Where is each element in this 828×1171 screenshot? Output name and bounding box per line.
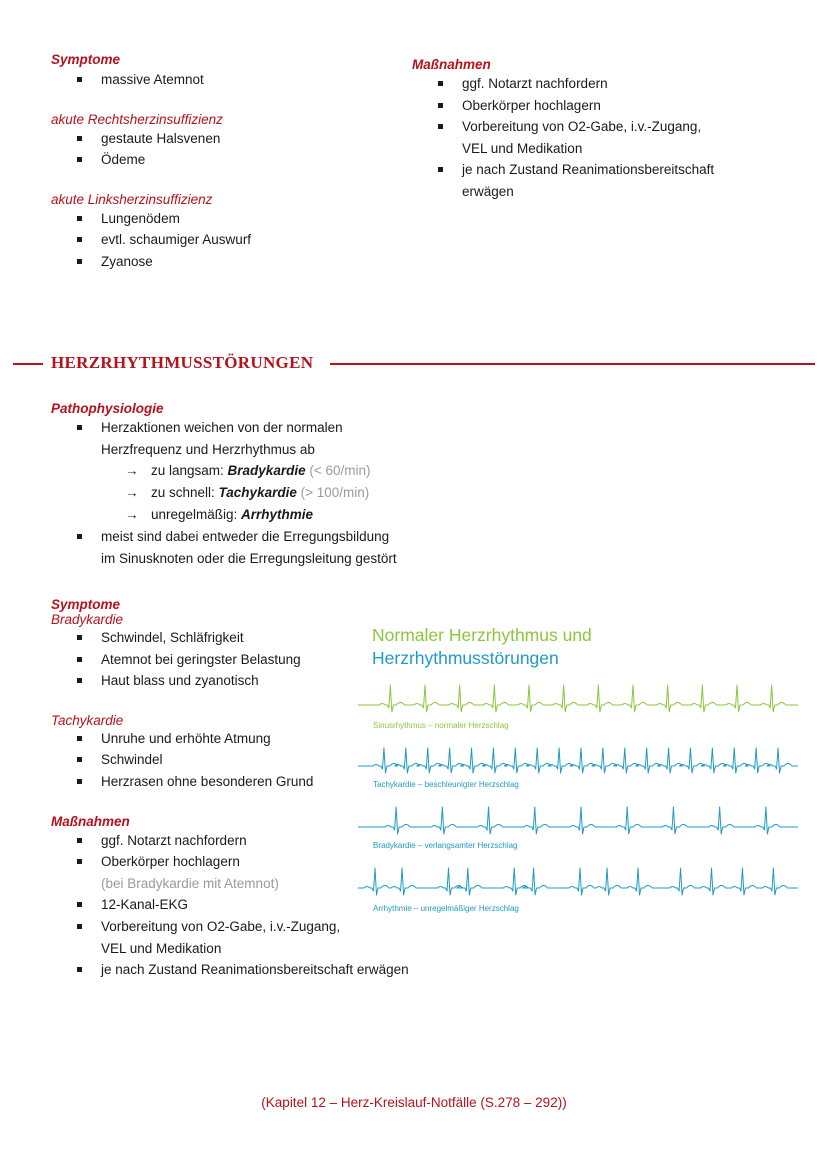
left-heart-heading: akute Linksherzinsuffizienz: [51, 191, 213, 207]
pathophysiology-block: [51, 401, 471, 569]
list-item: evtl. schaumiger Auswurf: [51, 229, 391, 251]
pathophysiology-list: [51, 417, 471, 460]
list-item: Schwindel, Schläfrigkeit: [51, 627, 451, 649]
ekg-trace-brady: [358, 807, 798, 834]
footer-reference: (Kapitel 12 – Herz-Kreislauf-Notfälle (S.278 – 292)): [261, 1095, 567, 1110]
arrow-icon: →: [125, 485, 139, 501]
list-item: je nach Zustand Reanimationsbereitschaft erwägen: [51, 959, 451, 981]
arrow-icon: →: [125, 463, 139, 479]
list-item: ggf. Notarzt nachfordern: [412, 73, 792, 95]
list-item: Zyanose: [51, 251, 391, 273]
pathophysiology-heading: Pathophysiologie: [51, 401, 164, 416]
arrow-item: → zu langsam: Bradykardie (< 60/min): [51, 460, 471, 482]
list-item: Haut blass und zyanotisch: [51, 670, 451, 692]
ekg-strips: [355, 680, 805, 920]
list-item: meist sind dabei entweder die Erregungsbildung im Sinusknoten oder die Erregungsleitung gestört: [51, 526, 471, 569]
top-left-block: [51, 52, 391, 273]
arrow-icon: →: [125, 507, 139, 523]
rate-arrow-list: [51, 460, 471, 526]
ekg-title-line-2: Herzrhythmusstörungen: [372, 648, 559, 668]
list-item: Vorbereitung von O2-Gabe, i.v.-Zugang, VEL und Medikation: [51, 916, 451, 959]
list-item: massive Atemnot: [51, 69, 391, 91]
list-item: Herzaktionen weichen von der normalen Herzfrequenz und Herzrhythmus ab: [51, 417, 471, 460]
ekg-label-arrhythmia: Arrhythmie – unregelmäßiger Herzschlag: [373, 904, 519, 913]
ekg-trace-tachy: [358, 748, 798, 773]
ekg-label-tachycardia: Tachykardie – beschleunigter Herzschlag: [373, 780, 519, 789]
measures-heading: Maßnahmen: [412, 57, 491, 72]
section-rule-right: [330, 363, 815, 365]
list-item: Atemnot bei geringster Belastung: [51, 649, 451, 671]
right-heart-list: [51, 128, 391, 171]
list-item: ggf. Notarzt nachfordern: [51, 830, 451, 852]
section-rule-left: [13, 363, 43, 365]
list-item: 12-Kanal-EKG: [51, 894, 451, 916]
list-item: Lungenödem: [51, 208, 391, 230]
bradycardia-heading: Bradykardie: [51, 612, 124, 627]
symptoms2-heading: Symptome: [51, 597, 121, 612]
list-item: Schwindel: [51, 749, 451, 771]
left-heart-list: [51, 208, 391, 273]
ekg-figure-title: [372, 624, 812, 670]
list-item: Oberkörper hochlagern (bei Bradykardie mit Atemnot): [51, 851, 451, 894]
list-item: je nach Zustand Reanimationsbereitschaft erwägen: [412, 159, 792, 202]
section-title: HERZRHYTHMUSSTÖRUNGEN: [51, 353, 314, 372]
arrow-item: → zu schnell: Tachykardie (> 100/min): [51, 482, 471, 504]
list-item: Herzrasen ohne besonderen Grund: [51, 771, 451, 793]
list-item: Unruhe und erhöhte Atmung: [51, 728, 451, 750]
list-item: gestaute Halsvenen: [51, 128, 391, 150]
list-item: Ödeme: [51, 149, 391, 171]
ekg-label-sinus: Sinusrhythmus – normaler Herzschlag: [373, 721, 509, 730]
ekg-trace-sinus: [358, 685, 798, 712]
measures-list: [412, 73, 792, 203]
arrow-item: → unregelmäßig: Arrhythmie: [51, 504, 471, 526]
ekg-label-bradycardia: Bradykardie – verlangsamter Herzschlag: [373, 841, 518, 850]
tachycardia-heading: Tachykardie: [51, 712, 124, 728]
right-heart-heading: akute Rechtsherzinsuffizienz: [51, 111, 223, 127]
pathophysiology-list-2: [51, 526, 471, 569]
top-right-block: [412, 57, 792, 203]
ekg-title-line-1: Normaler Herzrhythmus und: [372, 625, 592, 645]
ekg-trace-arrhythmia: [358, 868, 798, 895]
measures2-heading: Maßnahmen: [51, 813, 130, 829]
symptoms-list: [51, 69, 391, 91]
symptoms-heading: Symptome: [51, 52, 121, 67]
list-item: Oberkörper hochlagern: [412, 95, 792, 117]
list-item: Vorbereitung von O2-Gabe, i.v.-Zugang, VEL und Medikation: [412, 116, 792, 159]
